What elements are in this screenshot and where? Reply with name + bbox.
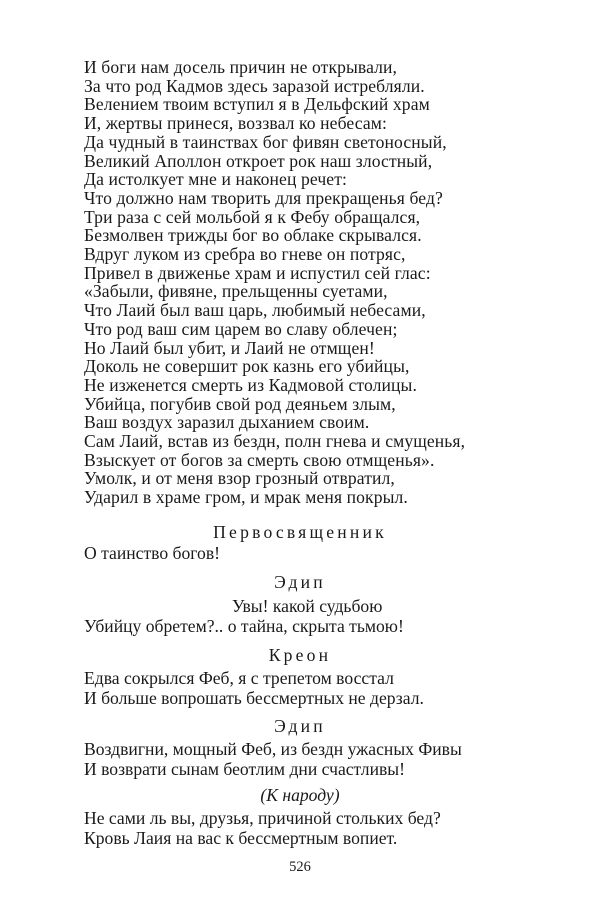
verse-line: Три раза с сей мольбой я к Фебу обращался, (84, 206, 421, 227)
verse-line: Ваш воздух заразил дыханием своим. (84, 412, 370, 433)
verse-line: Да чудный в таинствах бог фивян светоносный, (84, 131, 447, 152)
speaker-name-high-priest: Первосвященник (213, 522, 387, 542)
verse-line: Едва сокрылся Феб, я с трепетом восстал (84, 668, 394, 688)
speaker-name-oedipus: Эдип (274, 716, 326, 736)
verse-line: Что должно нам творить для прекращенья бед? (84, 187, 443, 208)
verse-line: Ударил в храме гром, и мрак меня покрыл. (84, 487, 408, 508)
verse-line: Убийца, погубив свой род деяньем злым, (84, 393, 396, 414)
verse-line: И больше вопрошать бессмертных не дерзал. (84, 688, 424, 708)
verse-line: Не сами ль вы, друзья, причиной стольких бед? (84, 808, 441, 828)
verse-line: И, жертвы принеся, воззвал ко небесам: (84, 113, 388, 134)
verse-line: Привел в движенье храм и испустил сей глас: (84, 262, 431, 283)
verse-line: Что Лаий был ваш царь, любимый небесами, (84, 300, 426, 321)
verse-line: За что род Кадмов здесь заразой истребляли. (84, 75, 425, 96)
speaker-name-creon: Креон (268, 645, 332, 665)
verse-line: Да истолкует мне и наконец речет: (84, 169, 347, 190)
verse-line: Увы! какой судьбою (232, 596, 383, 616)
main-speech (84, 58, 524, 507)
verse-line: Велением твоим вступил я в Дельфский храм (84, 94, 430, 115)
verse-line: Умолк, и от меня взор грозный отвратил, (84, 468, 395, 489)
verse-line: Сам Лаий, встав из бездн, полн гнева и смущенья, (84, 431, 466, 452)
verse-line: Воздвигни, мощный Феб, из бездн ужасных Фивы (84, 739, 462, 759)
verse-line: Безмолвен трижды бог во облаке скрывался. (84, 225, 422, 246)
verse-line: О таинство богов! (84, 543, 221, 563)
verse-line: Убийцу обретем?.. о тайна, скрыта тьмою! (84, 616, 404, 636)
page-number: 526 (289, 859, 311, 875)
verse-line: Что род ваш сим царем во славу облечен; (84, 318, 398, 339)
verse-line: И возврати сынам беотлим дни счастливы! (84, 759, 405, 779)
verse-line: Взыскует от богов за смерть свою отмщенья». (84, 449, 435, 470)
verse-line: Великий Аполлон откроет рок наш злостный, (84, 150, 433, 171)
verse-line: Не изженется смерть из Кадмовой столицы. (84, 374, 417, 395)
speaker-name-oedipus: Эдип (274, 572, 326, 592)
verse-line: И боги нам досель причин не открывали, (84, 57, 398, 77)
verse-line: «Забыли, фивяне, прельщенны суетами, (84, 281, 388, 302)
verse-line: Но Лаий был убит, и Лаий не отмщен! (84, 337, 375, 358)
verse-line: Кровь Лаия на вас к бессмертным вопиет. (84, 828, 398, 848)
stage-direction: (К народу) (260, 785, 340, 805)
verse-line: Доколь не совершит рок казнь его убийцы, (84, 356, 410, 377)
verse-line: Вдруг луком из сребра во гневе он потряс, (84, 244, 406, 265)
